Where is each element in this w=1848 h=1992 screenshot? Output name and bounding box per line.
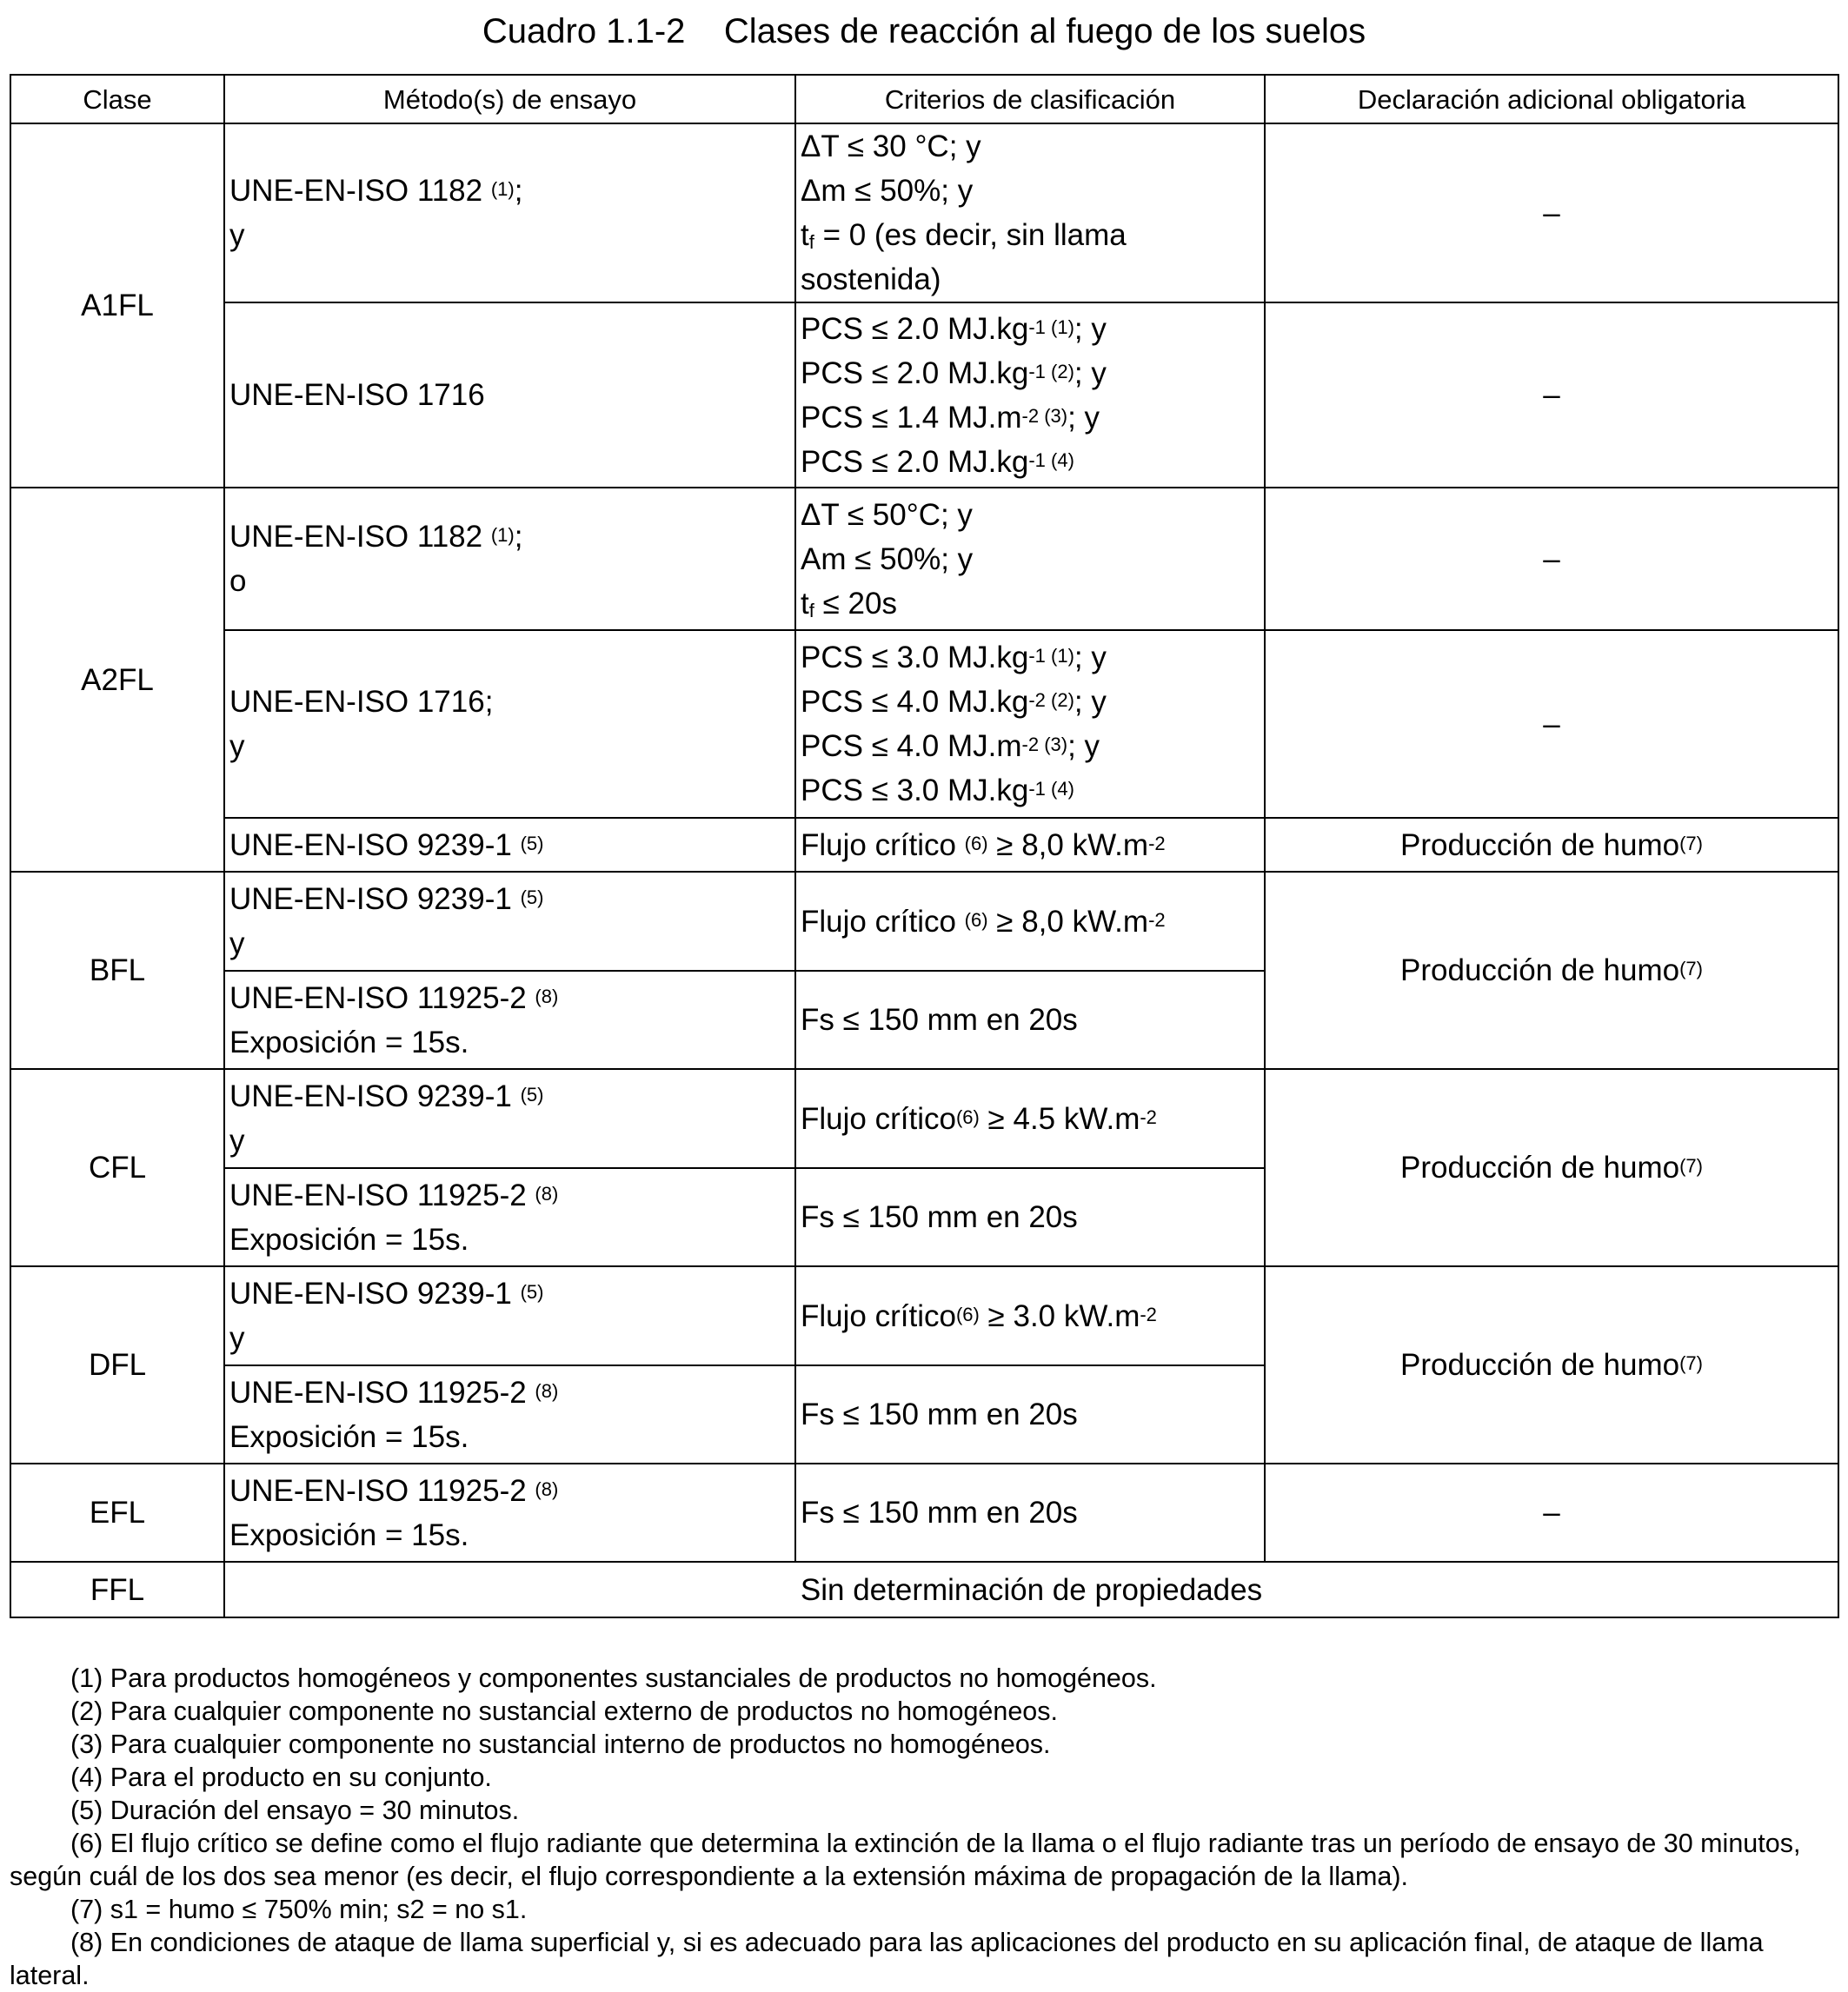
metodo-cell: UNE-EN-ISO 9239-1 $^{(5)}$ y xyxy=(224,1069,795,1168)
clase-a2fl: A2FL xyxy=(10,488,224,872)
ffl-text-cell: Sin determinación de propiedades xyxy=(224,1562,1838,1617)
table-row xyxy=(10,1266,1838,1365)
declaracion-cell: – xyxy=(1265,488,1838,630)
metodo-cell: UNE-EN-ISO 1716 xyxy=(224,302,795,488)
criterios-cell: Flujo crítico$^{(6)}$ ≥ 3.0 $kW.m^{-2}$ xyxy=(795,1266,1265,1365)
criterios-cell: Flujo crítico$^{(6)}$ ≥ 4.5 $kW.m^{-2}$ xyxy=(795,1069,1265,1168)
declaracion-cell: Producción de humo$^{(7)}$ xyxy=(1265,1069,1838,1266)
clase-bfl: BFL xyxy=(10,872,224,1069)
header-criterios: Criterios de clasificación xyxy=(795,75,1265,123)
criterios-cell: Fs ≤ 150 mm en 20s xyxy=(795,1464,1265,1562)
clase-cfl: CFL xyxy=(10,1069,224,1266)
table-row xyxy=(10,488,1838,630)
table-row xyxy=(10,1562,1838,1617)
declaracion-cell: Producción de humo$^{(7)}$ xyxy=(1265,1266,1838,1464)
criterios-cell: Fs ≤ 150 mm en 20s xyxy=(795,1168,1265,1266)
metodo-cell: UNE-EN-ISO 1182 $^{(1)}$; y xyxy=(224,123,795,302)
declaracion-cell: – xyxy=(1265,1464,1838,1562)
metodo-cell: UNE-EN-ISO 11925-2 $^{(8)}$ Exposición = 15s. xyxy=(224,1168,795,1266)
footnote: (3) Para cualquier componente no sustancial interno de productos no homogéneos. xyxy=(70,1730,1051,1759)
header-clase: Clase xyxy=(10,75,224,123)
clase-a1fl: A1FL xyxy=(10,123,224,488)
metodo-cell: UNE-EN-ISO 1716; y xyxy=(224,630,795,818)
declaracion-cell: – xyxy=(1265,123,1838,302)
criterios-cell: PCS ≤ 3.0 $MJ.kg^{-1 (1)}$; y PCS ≤ 4.0 $MJ.kg^{-2 (2)}$; y PCS ≤ 4.0 $MJ.m^{-2 (3)}$; y PCS ≤ 3.0 $MJ.kg^{-1 (4)}$ xyxy=(795,630,1265,818)
table-row xyxy=(10,123,1838,302)
table-title: Cuadro 1.1-2 Clases de reacción al fuego de los suelos xyxy=(482,12,1366,50)
criterios-cell: Fs ≤ 150 mm en 20s xyxy=(795,1365,1265,1464)
table-row xyxy=(10,1464,1838,1562)
criterios-cell: Fs ≤ 150 mm en 20s xyxy=(795,971,1265,1069)
footnote: (1) Para productos homogéneos y componentes sustanciales de productos no homogéneos. xyxy=(70,1663,1157,1693)
table-row xyxy=(10,872,1838,971)
header-declaracion: Declaración adicional obligatoria xyxy=(1265,75,1838,123)
criterios-cell: ΔT ≤ 50°C; y Am ≤ 50%; y $t_f \le 20s$ xyxy=(795,488,1265,630)
footnote: (5) Duración del ensayo = 30 minutos. xyxy=(70,1796,520,1825)
table-row xyxy=(10,1069,1838,1168)
clase-ffl: FFL xyxy=(10,1562,224,1617)
footnote: (8) En condiciones de ataque de llama superficial y, si es adecuado para las aplicaciones del producto en su aplicación final, de ataque de llama lateral. xyxy=(10,1928,1764,1990)
criterios-cell: Flujo crítico $^{(6)}$ ≥ 8,0 $kW.m^{-2}$ xyxy=(795,872,1265,971)
criterios-cell: Flujo crítico $^{(6)}$ ≥ 8,0 $kW.m^{-2}$ xyxy=(795,818,1265,872)
metodo-cell: UNE-EN-ISO 1182 $^{(1)}$; o xyxy=(224,488,795,630)
declaracion-cell: Producción de humo$^{(7)}$ xyxy=(1265,818,1838,872)
header-metodo: Método(s) de ensayo xyxy=(224,75,795,123)
clase-dfl: DFL xyxy=(10,1266,224,1464)
table-row xyxy=(10,818,1838,872)
declaracion-cell: – xyxy=(1265,302,1838,488)
criterios-cell: ΔT ≤ 30 °C; y Δm ≤ 50%; y $t_f = 0$ (es decir, sin llama sostenida) xyxy=(795,123,1265,302)
metodo-cell: UNE-EN-ISO 11925-2 $^{(8)}$ Exposición = 15s. xyxy=(224,1464,795,1562)
metodo-cell: UNE-EN-ISO 9239-1 $^{(5)}$ y xyxy=(224,1266,795,1365)
header-row xyxy=(10,75,1838,123)
metodo-cell: UNE-EN-ISO 9239-1 $^{(5)}$ y xyxy=(224,872,795,971)
declaracion-cell: Producción de humo$^{(7)}$ xyxy=(1265,872,1838,1069)
table-row xyxy=(10,630,1838,818)
footnote: (4) Para el producto en su conjunto. xyxy=(70,1763,492,1792)
footnote: (7) s1 = humo ≤ 750% min; s2 = no s1. xyxy=(70,1895,528,1924)
fire-reaction-table xyxy=(10,74,1839,1618)
declaracion-cell: – xyxy=(1265,630,1838,818)
table-row xyxy=(10,302,1838,488)
footnote: (2) Para cualquier componente no sustancial externo de productos no homogéneos. xyxy=(70,1697,1058,1726)
criterios-cell: PCS ≤ 2.0 $MJ.kg^{-1 (1)}$; y PCS ≤ 2.0 $MJ.kg^{-1 (2)}$; y PCS ≤ 1.4 $MJ.m^{-2 (3)}$; y PCS ≤ 2.0 $MJ.kg^{-1 (4)}$ xyxy=(795,302,1265,488)
metodo-cell: UNE-EN-ISO 9239-1 $^{(5)}$ xyxy=(224,818,795,872)
metodo-cell: UNE-EN-ISO 11925-2 $^{(8)}$ Exposición = 15s. xyxy=(224,971,795,1069)
metodo-cell: UNE-EN-ISO 11925-2 $^{(8)}$ Exposición = 15s. xyxy=(224,1365,795,1464)
footnotes xyxy=(10,1662,1838,1992)
clase-efl: EFL xyxy=(10,1464,224,1562)
footnote: (6) El flujo crítico se define como el flujo radiante que determina la extinción de la llama o el flujo radiante tras un período de ensayo de 30 minutos, según cuál de los dos sea menor (es decir, el flujo correspondiente a la extensión máxima de propagación de la llama). xyxy=(10,1829,1801,1891)
